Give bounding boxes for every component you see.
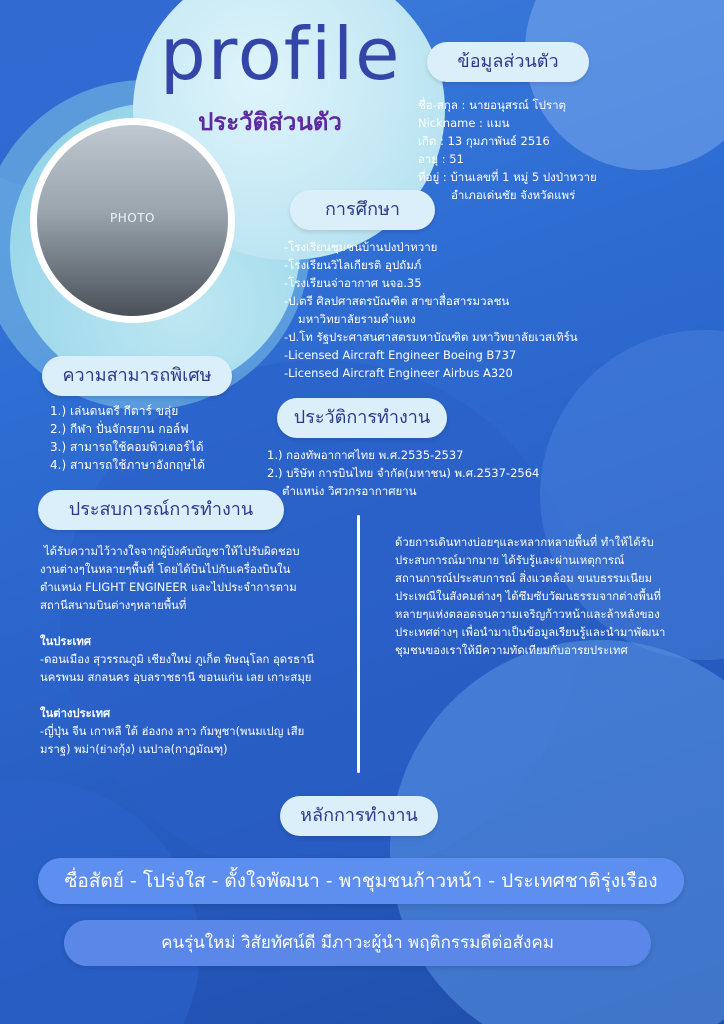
personal-line: อายุ : 51 [418, 152, 464, 166]
education-item: -ป.โท รัฐประศาสนศาสตรมหาบัณฑิต มหาวิทยาลัยเวสเทิร์น [284, 330, 578, 344]
profile-photo [37, 125, 228, 316]
personal-line: อำเภอเด่นชัย จังหวัดแพร่ [451, 188, 576, 202]
abroad-heading: ในต่างประเทศ [40, 707, 111, 720]
work-item: 2.) บริษัท การบินไทย จำกัด(มหาชน) พ.ศ.2537-2564 [267, 466, 540, 480]
domestic-heading: ในประเทศ [40, 635, 92, 648]
personal-line: Nickname : แมน [418, 116, 510, 130]
section-heading-skills: ความสามารถพิเศษ [42, 356, 232, 396]
skill-item: 4.) สามารถใช้ภาษาอังกฤษได้ [50, 458, 206, 472]
page-title: profile [160, 12, 402, 96]
education-item: -Licensed Aircraft Engineer Airbus A320 [284, 366, 513, 380]
work-item: 1.) กองทัพอากาศไทย พ.ศ.2535-2537 [267, 448, 464, 462]
vertical-divider [357, 515, 360, 773]
section-heading-experience: ประสบการณ์การทำงาน [38, 490, 284, 530]
personal-line: ชื่อ-สกุล : นายอนุสรณ์ โปราตุ [418, 98, 567, 112]
experience-text [40, 543, 315, 759]
section-heading-work-history: ประวัติการทำงาน [277, 398, 447, 438]
page-subtitle: ประวัติส่วนตัว [198, 108, 342, 136]
work-item: ตำแหน่ง วิศวกรอากาศยาน [282, 484, 417, 498]
photo-placeholder-label: PHOTO [110, 211, 155, 225]
section-heading-education: การศึกษา [290, 190, 435, 230]
skill-item: 2.) กีฬา ปั่นจักรยาน กอล์ฟ [50, 422, 189, 436]
skill-item: 1.) เล่นดนตรี กีตาร์ ขลุ่ย [50, 404, 179, 418]
education-item: มหาวิทยาลัยรามคำแหง [298, 312, 416, 326]
abroad-locations: -ญี่ปุ่น จีน เกาหลี ใต้ ฮ่องกง ลาว กัมพูชา(พนมเปญ เสียมราฐ) พม่า(ย่างกุ้ง) เนปาล(กาฎมัณฑุ) [40, 725, 305, 756]
personal-line: ที่อยู่ : บ้านเลขที่ 1 หมู่ 5 ปงป่าหวาย [418, 170, 597, 184]
personal-line: เกิด : 13 กุมภาพันธ์ 2516 [418, 134, 550, 148]
education-item: -ป.ตรี ศิลปศาสตรบัณฑิต สาขาสื่อสารมวลชน [284, 294, 510, 308]
education-item: -โรงเรียนจ่าอากาศ นจอ.35 [284, 276, 422, 290]
principles-banner-1: ซื่อสัตย์ - โปร่งใส - ตั้งใจพัฒนา - พาชุมชนก้าวหน้า - ประเทศชาติรุ่งเรือง [38, 858, 684, 904]
domestic-locations: -ดอนเมือง สุวรรณภูมิ เชียงใหม่ ภูเก็ต พิษณุโลก อุดรธานี นครพนม สกลนคร อุบลราชธานี ขอนแก่น เลย เกาะสมุย [40, 653, 315, 684]
work-history-list [267, 446, 567, 500]
skills-list [50, 402, 250, 474]
education-item: -โรงเรียนวิไลเกียรติ อุปถัมภ์ [284, 258, 422, 272]
education-item: -Licensed Aircraft Engineer Boeing B737 [284, 348, 517, 362]
education-list [284, 238, 584, 382]
section-heading-principles: หลักการทำงาน [280, 796, 438, 836]
section-heading-personal: ข้อมูลส่วนตัว [427, 42, 589, 82]
education-item: -โรงเรียนชุมชนบ้านปงป่าหวาย [284, 240, 438, 254]
reflection-text: ด้วยการเดินทางบ่อยๆและหลากหลายพื้นที่ ทำให้ได้รับประสบการณ์มากมาย ได้รับรู้และผ่านเหตุการณ์สถานการณ์ประสบการณ์ สิ่งแวดล้อม ขนบธรรมเนียมประเพณีในสังคมต่างๆ ได้ซึมซับวัฒนธรรมจากต่างพื้นที่หลายๆแห่งตลอดจนความเจริญก้าวหน้าและล้าหลังของประเทศต่างๆ เพื่อนำมาเป็นข้อมูลเรียนรู้และนำมาพัฒนาชุมชนของเราให้มีความทัดเทียมกับอารยประเทศ [395, 536, 666, 657]
experience-intro: ได้รับความไว้วางใจจากผู้บังคับบัญชาให้ไปรับผิดชอบงานต่างๆในหลายๆพื้นที่ โดยได้บินไปกับเครื่องบินในตำแหน่ง FLIGHT ENGINEER และไปประจำการตามสถานีสนามบินต่างๆหลายพื้นที่ [40, 545, 300, 612]
skill-item: 3.) สามารถใช้คอมพิวเตอร์ได้ [50, 440, 204, 454]
personal-info [418, 96, 718, 204]
principles-banner-2: คนรุ่นใหม่ วิสัยทัศน์ดี มีภาวะผู้นำ พฤติกรรมดีต่อสังคม [64, 920, 651, 966]
